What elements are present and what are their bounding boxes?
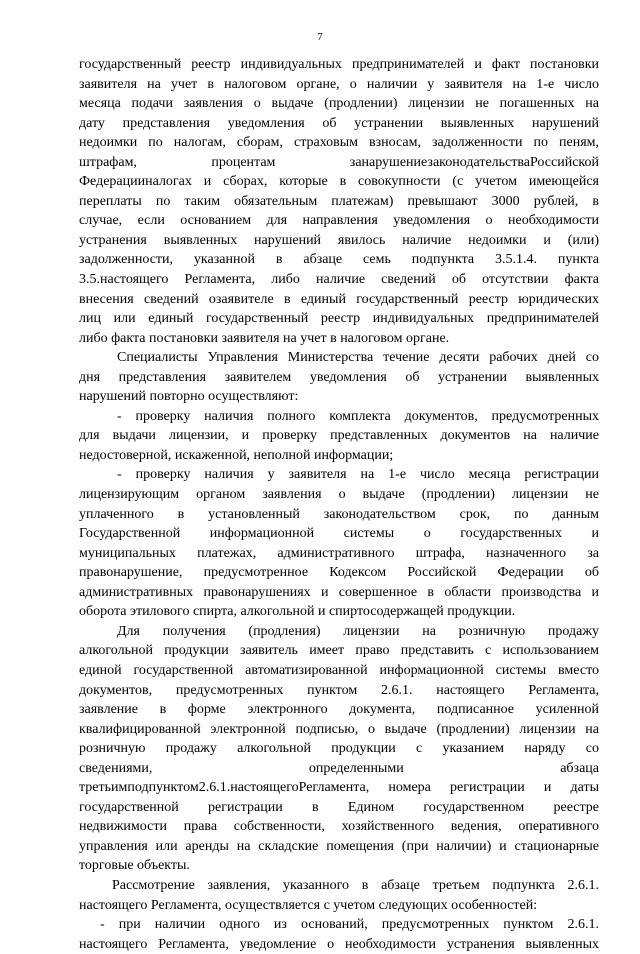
text-line: месяца подачи заявления о выдаче (продлении) лицензии не погашенных на: [79, 96, 599, 112]
text-line: Для получения (продления) лицензии на розничную продажу: [117, 623, 599, 639]
text-line: настоящего Регламента, осуществляется с учетом следующих особенностей:: [79, 897, 538, 913]
text-line: государственной регистрации в Едином государственном реестре: [79, 799, 599, 815]
text-line: штрафам, процентам занарушениезаконодательстваРоссийской: [79, 154, 599, 170]
text-line: устранения выявленных нарушений явилось наличие недоимки и (или): [79, 232, 599, 248]
text-line: - проверку наличия полного комплекта документов, предусмотренных: [117, 408, 599, 424]
text-line: - проверку наличия у заявителя на 1-е число месяца регистрации: [117, 467, 599, 483]
text-line: настоящего Регламента, уведомление о необходимости устранения выявленных: [79, 936, 599, 952]
text-line: недоимки по налогам, сборам, страховым взносам, задолженности по пеням,: [79, 135, 599, 151]
text-line: лицензирующим органом заявления о выдаче (продлении) лицензии не: [79, 487, 599, 503]
text-line: уплаченного в установленный законодательством срок, по данным: [79, 506, 599, 522]
text-line: торговые объекты.: [79, 858, 190, 874]
text-line: задолженности, указанной в абзаце семь подпункта 3.5.1.4. пункта: [79, 252, 599, 268]
text-line: оборота этилового спирта, алкогольной и спиртосодержащей продукции.: [79, 604, 516, 620]
text-line: квалифицированной электронной подписью, о выдаче (продлении) лицензии на: [79, 721, 599, 737]
text-line: административных правонарушениях и совершенное в области производства и: [79, 584, 599, 600]
page-number: 7: [317, 31, 323, 43]
text-line: управления или аренды на складские помещения (при наличии) и стационарные: [79, 838, 599, 854]
text-line: алкогольной продукции заявитель имеет право представить с использованием: [79, 643, 599, 659]
text-line: переплаты по таким обязательным платежам) превышают 3000 рублей, в: [79, 193, 599, 209]
text-line: муниципальных платежах, административного штрафа, назначенного за: [79, 545, 599, 561]
text-line: правонарушение, предусмотренное Кодексом Российской Федерации об: [79, 565, 599, 581]
text-line: документов, предусмотренных пунктом 2.6.1. настоящего Регламента,: [79, 682, 599, 698]
text-line: - при наличии одного из оснований, предусмотренных пунктом 2.6.1.: [100, 917, 599, 933]
text-line: недвижимости права собственности, хозяйственного ведения, оперативного: [79, 819, 599, 835]
text-line: либо факта постановки заявителя на учет в налоговом органе.: [79, 330, 450, 346]
text-line: внесения сведений озаявителе в единый государственный реестр юридических: [79, 291, 599, 307]
text-line: заявителя на учет в налоговом органе, о наличии у заявителя на 1-е число: [79, 76, 599, 92]
text-line: Рассмотрение заявления, указанного в абзаце третьем подпункта 2.6.1.: [112, 877, 599, 893]
text-line: для выдачи лицензии, и проверку представленных документов на наличие: [79, 428, 599, 444]
text-line: Государственной информационной системы о государственных и: [79, 526, 599, 542]
text-line: случае, если основанием для направления уведомления о необходимости: [79, 213, 599, 229]
text-line: Федерацииналогах и сборах, которые в совокупности (с учетом имеющейся: [79, 174, 599, 190]
text-line: заявление в форме электронного документа, подписанное усиленной: [79, 702, 599, 718]
text-line: лиц или единый государственный реестр индивидуальных предпринимателей: [79, 311, 599, 327]
text-line: единой государственной автоматизированной информационной системы вместо: [79, 662, 599, 678]
text-line: розничную продажу алкогольной продукции с указанием наряду со: [79, 741, 599, 757]
text-line: недостоверной, искаженной, неполной информации;: [79, 447, 394, 463]
text-line: нарушений повторно осуществляют:: [79, 389, 299, 405]
text-line: дату представления уведомления об устранении выявленных нарушений: [79, 115, 599, 131]
text-line: сведениями, определенными абзаца: [79, 760, 599, 776]
text-line: дня представления заявителем уведомления об устранении выявленных: [79, 369, 599, 385]
text-line: государственный реестр индивидуальных предпринимателей и факт постановки: [79, 57, 599, 72]
text-line: 3.5.настоящего Регламента, либо наличие сведений об отсутствии факта: [79, 272, 599, 288]
text-line: Специалисты Управления Министерства течение десяти рабочих дней со: [117, 350, 599, 366]
body-text: [79, 55, 599, 954]
text-line: третьимподпунктом2.6.1.настоящегоРегламента, номера регистрации и даты: [79, 780, 599, 796]
